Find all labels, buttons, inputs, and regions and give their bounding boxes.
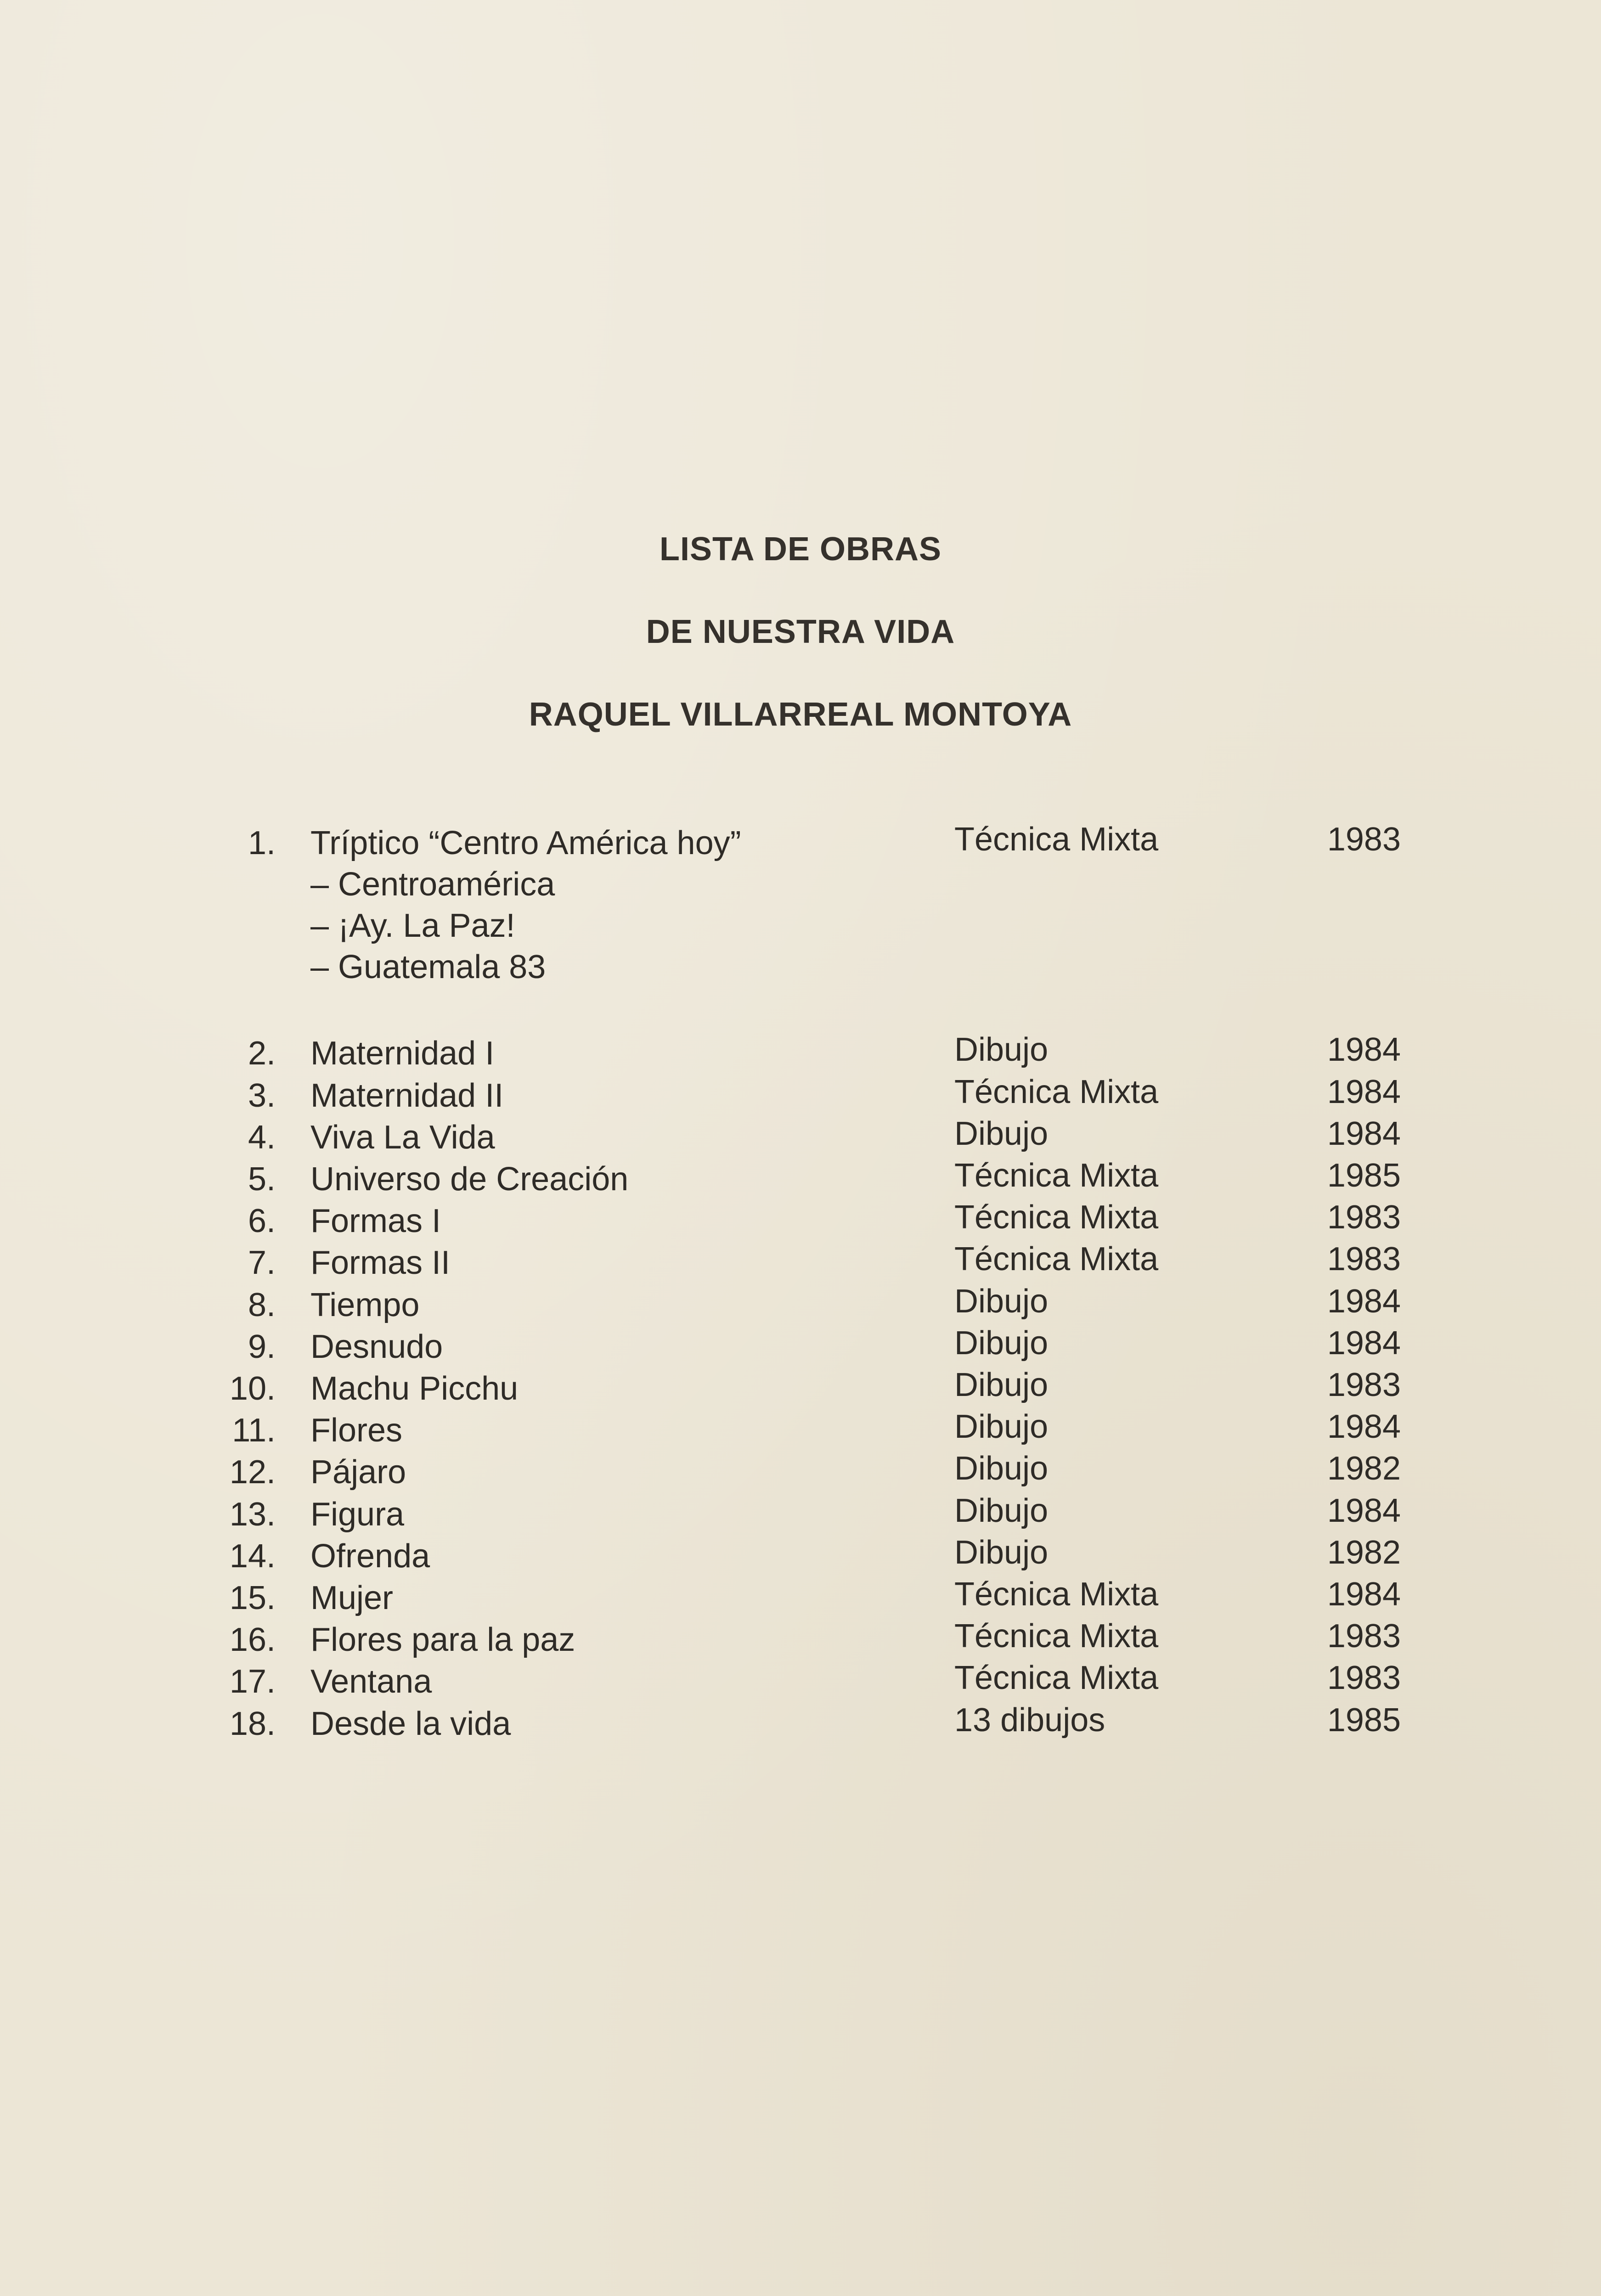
work-year: 1984 [1327,1576,1401,1613]
work-subitem: – Centroamérica [310,866,555,903]
work-year: 1985 [1327,1157,1401,1194]
work-title: Formas I [310,1203,441,1239]
work-year: 1985 [1327,1702,1401,1739]
work-year: 1983 [1327,1660,1401,1696]
work-title: Desnudo [310,1328,443,1365]
work-year: 1983 [1327,1199,1401,1236]
work-technique: Dibujo [954,1408,1049,1445]
work-number: 3. [248,1077,276,1114]
work-year: 1984 [1327,1492,1401,1529]
work-title: Tiempo [310,1287,420,1323]
work-year: 1983 [1327,1618,1401,1654]
work-number: 1. [248,825,276,861]
work-technique: Dibujo [954,1283,1049,1320]
work-year: 1984 [1327,1115,1401,1152]
work-number: 16. [229,1621,276,1658]
work-year: 1984 [1327,1074,1401,1110]
work-year: 1982 [1327,1450,1401,1487]
work-number: 11. [232,1412,276,1449]
work-year: 1983 [1327,821,1401,858]
work-year: 1983 [1327,1241,1401,1277]
work-technique: Técnica Mixta [954,1660,1159,1696]
work-title: Formas II [310,1244,451,1281]
work-title: Ventana [310,1663,432,1700]
work-technique: Dibujo [954,1325,1049,1362]
work-number: 4. [248,1119,276,1156]
work-number: 15. [229,1580,276,1616]
work-subitem: – ¡Ay. La Paz! [310,907,515,944]
work-title: Pájaro [310,1454,406,1491]
work-year: 1984 [1327,1325,1401,1362]
work-number: 10. [229,1370,276,1407]
work-title: Tríptico “Centro América hoy” [310,825,741,861]
work-title: Mujer [310,1580,394,1616]
work-technique: Dibujo [954,1115,1049,1152]
work-number: 17. [229,1663,276,1700]
work-technique: Dibujo [954,1031,1049,1068]
work-title: Flores para la paz [310,1621,575,1658]
work-technique: Técnica Mixta [954,1618,1159,1654]
work-number: 6. [248,1203,276,1239]
work-technique: Dibujo [954,1534,1049,1571]
work-title: Machu Picchu [310,1370,519,1407]
work-title: Ofrenda [310,1538,430,1575]
work-technique: Técnica Mixta [954,1157,1159,1194]
work-title: Viva La Vida [310,1119,495,1156]
work-title: Universo de Creación [310,1161,629,1198]
work-number: 8. [248,1287,276,1323]
work-title: Maternidad II [310,1077,504,1114]
work-number: 5. [248,1161,276,1198]
work-year: 1984 [1327,1408,1401,1445]
work-year: 1982 [1327,1534,1401,1571]
work-title: Maternidad I [310,1035,495,1072]
work-technique: 13 dibujos [954,1702,1105,1739]
work-subitem: – Guatemala 83 [310,949,546,985]
work-number: 2. [248,1035,276,1072]
work-title: Figura [310,1496,405,1533]
work-year: 1984 [1327,1031,1401,1068]
work-number: 13. [229,1496,276,1533]
work-number: 14. [229,1538,276,1575]
work-number: 18. [229,1705,276,1742]
work-number: 7. [248,1244,276,1281]
work-technique: Técnica Mixta [954,1074,1159,1110]
work-number: 9. [248,1328,276,1365]
work-technique: Dibujo [954,1450,1049,1487]
list-title: LISTA DE OBRAS [659,531,941,568]
work-year: 1984 [1327,1283,1401,1320]
work-technique: Técnica Mixta [954,821,1159,858]
work-year: 1983 [1327,1367,1401,1403]
exhibition-title: DE NUESTRA VIDA [646,613,955,650]
work-technique: Técnica Mixta [954,1199,1159,1236]
work-technique: Técnica Mixta [954,1241,1159,1277]
work-title: Flores [310,1412,403,1449]
work-technique: Dibujo [954,1367,1049,1403]
work-title: Desde la vida [310,1705,511,1742]
artist-name: RAQUEL VILLARREAL MONTOYA [529,696,1072,733]
work-number: 12. [229,1454,276,1491]
work-technique: Dibujo [954,1492,1049,1529]
work-technique: Técnica Mixta [954,1576,1159,1613]
